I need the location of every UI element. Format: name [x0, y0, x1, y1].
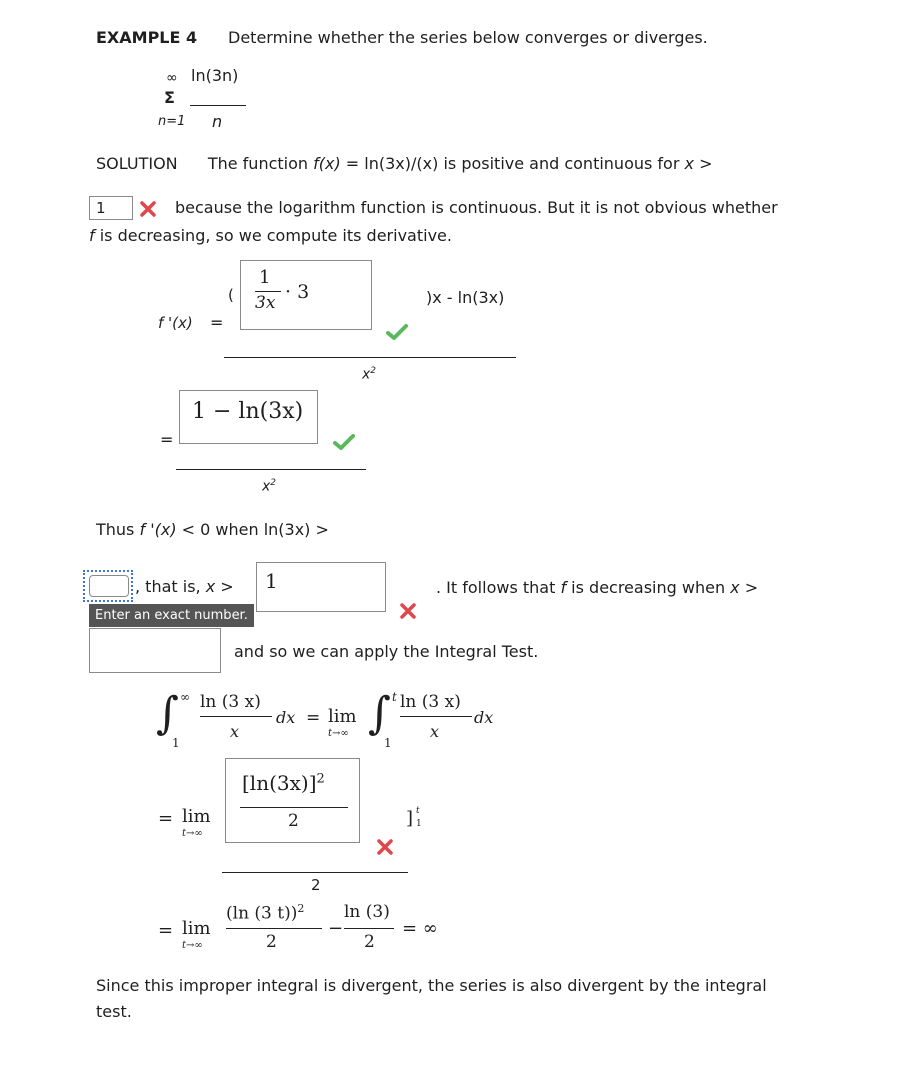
- equals-sign: =: [210, 313, 224, 332]
- step2-lim: lim: [182, 806, 211, 827]
- eval-lower: 1: [416, 819, 422, 829]
- times-three: · 3: [285, 281, 310, 303]
- simplified-denominator: [262, 478, 276, 495]
- integrand-numerator: ln (3 x): [200, 692, 261, 712]
- x-threshold-input[interactable]: [256, 562, 386, 612]
- function-f: f(x): [313, 154, 341, 173]
- apply-integral-test-text: and so we can apply the Integral Test.: [234, 642, 539, 661]
- lim: lim: [328, 706, 357, 727]
- integrand-denominator: x: [230, 722, 240, 741]
- term1-fraction-bar: [226, 928, 322, 929]
- den-exp: 2: [270, 478, 277, 488]
- solution-line-3: [89, 226, 452, 245]
- example-label: EXAMPLE 4: [96, 28, 198, 47]
- follows-text-cont: is decreasing when: [566, 578, 731, 597]
- derivative-lhs: f '(x): [158, 314, 193, 332]
- problem-prompt: Determine whether the series below converges or diverges.: [228, 28, 708, 47]
- quotient-rule-input[interactable]: [240, 260, 372, 330]
- follows-line: [436, 578, 758, 597]
- that-is: , that is,: [135, 577, 206, 596]
- step2-lim-subscript: t→∞: [182, 828, 203, 839]
- den-x: x: [262, 478, 271, 495]
- thus-text-cont: < 0 when ln(3x) >: [176, 520, 329, 539]
- that-is-text: [135, 577, 234, 596]
- term1-denominator: 2: [266, 932, 277, 952]
- incorrect-icon: [139, 200, 157, 218]
- series-numerator: ln(3n): [191, 66, 239, 85]
- conclusion-line-1: Since this improper integral is divergent, the series is also divergent by the integral: [96, 976, 767, 995]
- incorrect-icon: [399, 602, 417, 620]
- var-x: x: [730, 578, 740, 597]
- term1-num-text: (ln (3 t)): [226, 903, 298, 924]
- incorrect-icon: [376, 838, 394, 856]
- inner-frac-den: 3x: [255, 293, 276, 313]
- input-tooltip: Enter an exact number.: [89, 604, 254, 627]
- series-lower-limit: n=1: [158, 114, 186, 129]
- step2-equals: =: [158, 808, 174, 829]
- var-x: x: [205, 577, 216, 596]
- antiderivative-text: [ln(3x)]: [242, 771, 317, 795]
- term1-numerator: [226, 902, 304, 924]
- inner-frac-bar: [255, 291, 281, 292]
- antiderivative-fraction-bar: [240, 807, 348, 808]
- continuity-answer-input[interactable]: 1: [89, 196, 133, 220]
- integrand-denominator-2: x: [430, 722, 440, 741]
- derivative-ref: f '(x): [139, 520, 177, 539]
- gt-sign: >: [215, 577, 234, 596]
- term2-fraction-bar: [344, 928, 394, 929]
- solution-label: SOLUTION: [96, 154, 178, 173]
- sigma-symbol: Σ: [164, 88, 175, 107]
- integral-upper-t: t: [392, 690, 397, 704]
- function-f: f: [89, 226, 95, 245]
- gt-sign: >: [693, 154, 713, 173]
- thus-text: Thus: [96, 520, 140, 539]
- x-threshold-value: 1: [265, 569, 278, 593]
- integral-upper: ∞: [180, 690, 190, 704]
- conclusion-line-2: test.: [96, 1002, 132, 1021]
- antiderivative-exp: 2: [316, 771, 325, 787]
- antiderivative-denominator: 2: [288, 811, 299, 831]
- minus-sign: −: [328, 918, 344, 939]
- inner-frac-num: 1: [259, 267, 271, 288]
- series-denominator: n: [212, 112, 223, 131]
- simplified-numerator-input[interactable]: [179, 390, 318, 444]
- derivative-fraction-bar: [224, 357, 516, 358]
- equals-sign-2: =: [160, 430, 174, 449]
- open-paren: (: [228, 286, 234, 304]
- simplified-fraction-bar: [176, 469, 366, 470]
- var-x: x: [684, 154, 694, 173]
- den-x: x: [362, 366, 371, 383]
- integrand-fraction-bar-2: [400, 716, 472, 717]
- term2-denominator: 2: [364, 932, 375, 952]
- ln-threshold-input[interactable]: [89, 575, 129, 597]
- integral-sign: ∫: [156, 688, 179, 739]
- eval-upper: t: [416, 806, 420, 816]
- antiderivative-input[interactable]: [225, 758, 360, 843]
- term2-numerator: ln (3): [344, 902, 390, 922]
- dx: dx: [276, 708, 296, 727]
- function-f: f: [560, 578, 567, 597]
- derivative-denominator: [362, 366, 376, 383]
- solution-text: The function: [207, 154, 314, 173]
- simplified-numerator-text: 1 − ln(3x): [192, 399, 304, 424]
- step2-fraction-bar: [222, 872, 408, 873]
- decreasing-threshold-input[interactable]: [89, 628, 221, 673]
- integral-sign-2: ∫: [368, 688, 391, 739]
- den-exp: 2: [370, 366, 377, 376]
- derivative-tail: )x - ln(3x): [426, 288, 505, 307]
- small-numerator: 2: [311, 876, 321, 894]
- dx-2: dx: [474, 708, 494, 727]
- integral-lower-2: 1: [384, 736, 392, 750]
- integral-lower: 1: [172, 736, 180, 750]
- final-result: = ∞: [402, 918, 438, 939]
- eval-bar: ]: [406, 808, 414, 829]
- correct-icon: [333, 434, 355, 450]
- term1-exp: 2: [297, 902, 305, 915]
- step3-lim-subscript: t→∞: [182, 940, 203, 951]
- series-fraction-bar: [190, 105, 246, 106]
- follows-text: . It follows that: [436, 578, 561, 597]
- step3-lim: lim: [182, 918, 211, 939]
- solution-line-2: because the logarithm function is continuous. But it is not obvious whether: [175, 198, 778, 217]
- integrand-numerator-2: ln (3 x): [400, 692, 461, 712]
- lim-subscript: t→∞: [328, 728, 349, 739]
- series-upper-limit: ∞: [166, 70, 178, 86]
- solution-line-3-text: is decreasing, so we compute its derivative.: [94, 226, 452, 245]
- integral-equals: =: [306, 708, 321, 728]
- integrand-fraction-bar: [200, 716, 272, 717]
- correct-icon: [386, 324, 408, 340]
- gt-sign: >: [739, 578, 759, 597]
- solution-text-cont: = ln(3x)/(x) is positive and continuous for: [340, 154, 685, 173]
- thus-line: [96, 520, 329, 539]
- antiderivative-numerator: [242, 771, 325, 795]
- step3-equals: =: [158, 920, 174, 941]
- solution-line: [96, 154, 712, 173]
